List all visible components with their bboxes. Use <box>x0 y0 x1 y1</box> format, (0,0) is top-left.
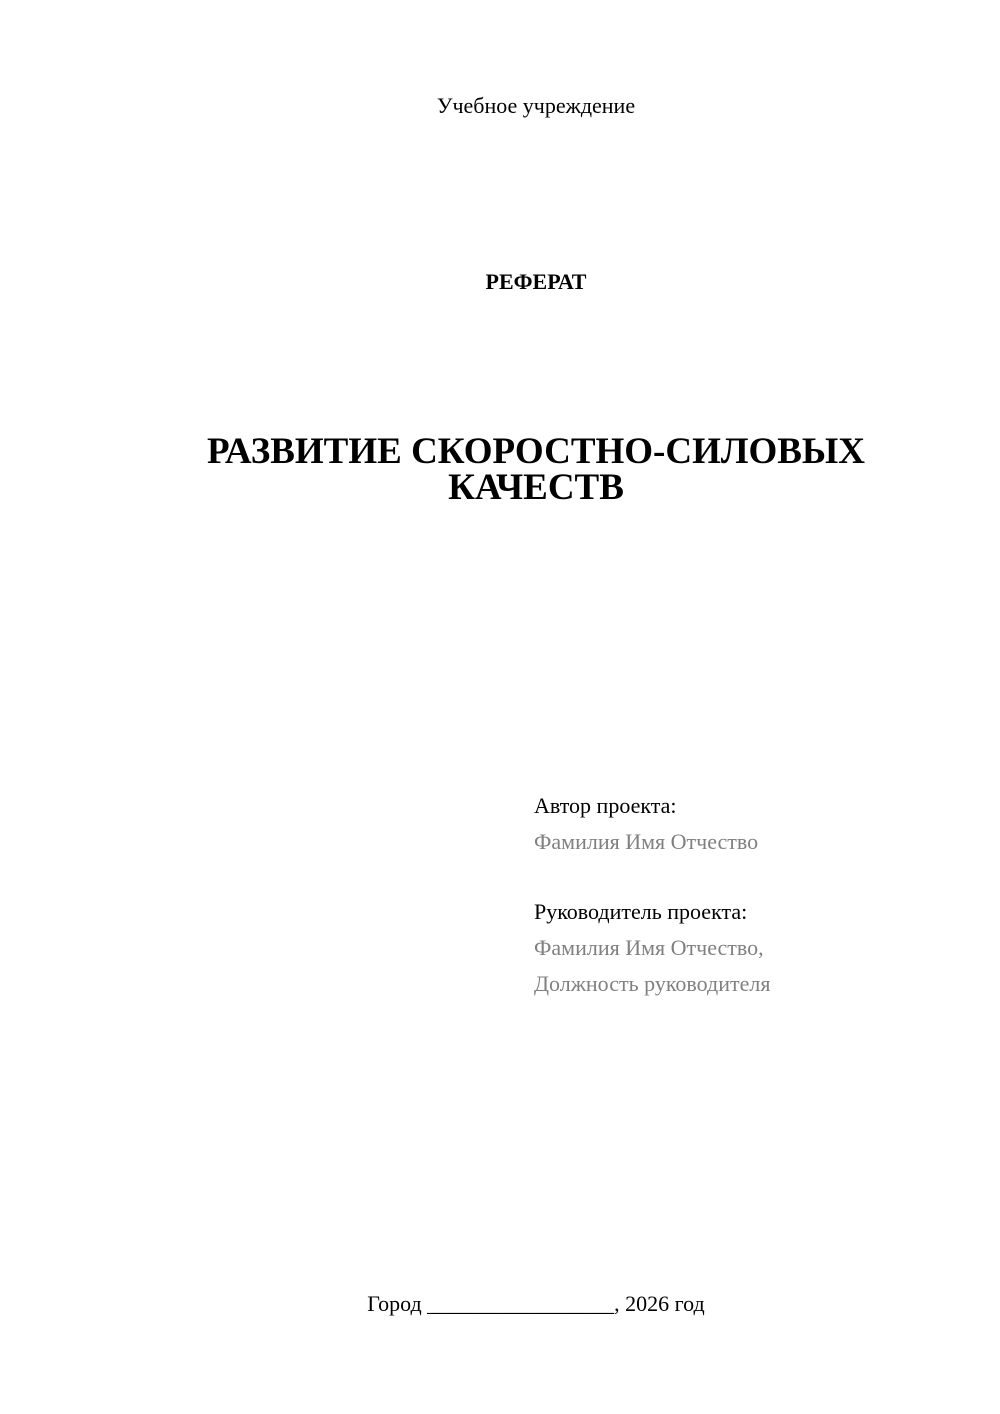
city-year-line: Город _________________, 2026 год <box>367 1291 705 1316</box>
credits-block <box>534 788 964 1002</box>
document-title-line-1: РАЗВИТИЕ СКОРОСТНО-СИЛОВЫХ <box>207 431 865 472</box>
document-title-line-2: КАЧЕСТВ <box>448 467 624 508</box>
supervisor-label: Руководитель проекта: <box>534 899 748 924</box>
author-name: Фамилия Имя Отчество <box>534 829 759 854</box>
supervisor-name: Фамилия Имя Отчество, <box>534 935 764 960</box>
institution-name: Учебное учреждение <box>436 93 636 118</box>
credits-spacer <box>534 860 964 894</box>
document-type: РЕФЕРАТ <box>485 269 587 294</box>
author-label: Автор проекта: <box>534 793 677 818</box>
supervisor-position: Должность руководителя <box>534 971 771 996</box>
document-title <box>160 431 912 508</box>
